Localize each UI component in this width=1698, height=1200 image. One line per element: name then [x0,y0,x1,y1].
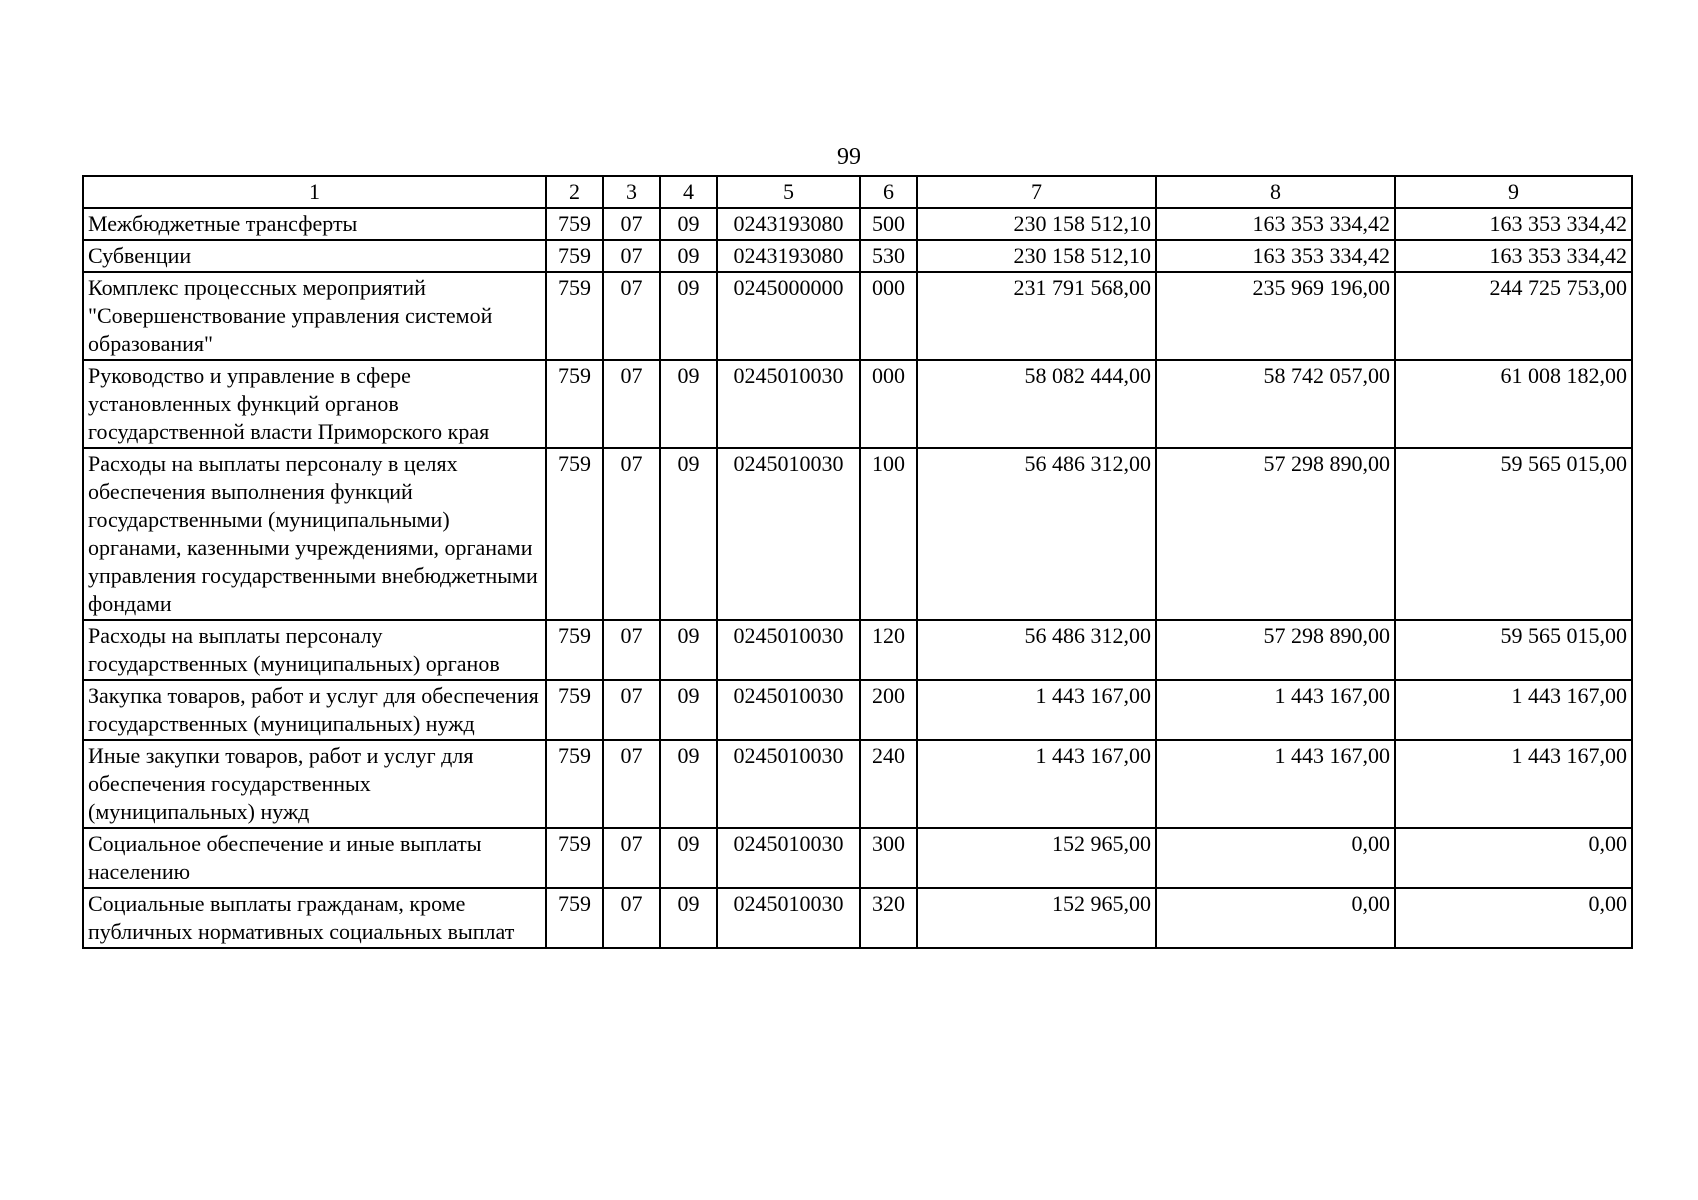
header-row [83,176,1632,208]
page-number: 99 [837,144,861,170]
section-code: 07 [603,888,660,948]
amount-col9: 163 353 334,42 [1395,240,1632,272]
amount-col8: 1 443 167,00 [1156,740,1395,828]
column-header-9: 9 [1395,176,1632,208]
amount-col7: 1 443 167,00 [917,680,1156,740]
target-article-code: 0245010030 [717,888,860,948]
table-row [83,888,1632,948]
row-name: Закупка товаров, работ и услуг для обеспечения государственных (муниципальных) нужд [83,680,546,740]
amount-col7: 56 486 312,00 [917,448,1156,620]
subsection-code: 09 [660,680,717,740]
target-article-code: 0245010030 [717,740,860,828]
expense-type-code: 300 [860,828,917,888]
amount-col7: 230 158 512,10 [917,208,1156,240]
target-article-code: 0243193080 [717,240,860,272]
section-code: 07 [603,620,660,680]
admin-code: 759 [546,740,603,828]
table-row [83,680,1632,740]
section-code: 07 [603,272,660,360]
table-row [83,272,1632,360]
column-header-4: 4 [660,176,717,208]
amount-col8: 163 353 334,42 [1156,208,1395,240]
table-row [83,740,1632,828]
amount-col9: 163 353 334,42 [1395,208,1632,240]
amount-col7: 231 791 568,00 [917,272,1156,360]
row-name: Социальные выплаты гражданам, кроме публичных нормативных социальных выплат [83,888,546,948]
target-article-code: 0245010030 [717,448,860,620]
table-row [83,208,1632,240]
row-name: Расходы на выплаты персоналу государственных (муниципальных) органов [83,620,546,680]
subsection-code: 09 [660,360,717,448]
admin-code: 759 [546,448,603,620]
expense-type-code: 100 [860,448,917,620]
subsection-code: 09 [660,240,717,272]
amount-col8: 57 298 890,00 [1156,620,1395,680]
expense-type-code: 240 [860,740,917,828]
amount-col8: 0,00 [1156,888,1395,948]
column-header-2: 2 [546,176,603,208]
amount-col8: 1 443 167,00 [1156,680,1395,740]
admin-code: 759 [546,620,603,680]
section-code: 07 [603,680,660,740]
subsection-code: 09 [660,208,717,240]
amount-col9: 1 443 167,00 [1395,740,1632,828]
amount-col8: 57 298 890,00 [1156,448,1395,620]
column-header-1: 1 [83,176,546,208]
column-header-7: 7 [917,176,1156,208]
table-row [83,448,1632,620]
amount-col9: 244 725 753,00 [1395,272,1632,360]
row-name: Комплекс процессных мероприятий "Совершенствование управления системой образования" [83,272,546,360]
expense-type-code: 320 [860,888,917,948]
budget-table [82,175,1633,949]
admin-code: 759 [546,888,603,948]
row-name: Субвенции [83,240,546,272]
amount-col9: 61 008 182,00 [1395,360,1632,448]
row-name: Расходы на выплаты персоналу в целях обеспечения выполнения функций государственными (муниципальными) органами, казенными учреждениями, органами управления государственными внебюджетными фондами [83,448,546,620]
admin-code: 759 [546,680,603,740]
target-article-code: 0245000000 [717,272,860,360]
section-code: 07 [603,360,660,448]
row-name: Межбюджетные трансферты [83,208,546,240]
section-code: 07 [603,240,660,272]
amount-col7: 58 082 444,00 [917,360,1156,448]
target-article-code: 0245010030 [717,360,860,448]
target-article-code: 0243193080 [717,208,860,240]
table-row [83,360,1632,448]
expense-type-code: 500 [860,208,917,240]
expense-type-code: 530 [860,240,917,272]
section-code: 07 [603,448,660,620]
row-name: Иные закупки товаров, работ и услуг для обеспечения государственных (муниципальных) нужд [83,740,546,828]
expense-type-code: 000 [860,272,917,360]
amount-col7: 152 965,00 [917,828,1156,888]
subsection-code: 09 [660,828,717,888]
amount-col8: 235 969 196,00 [1156,272,1395,360]
amount-col7: 1 443 167,00 [917,740,1156,828]
column-header-5: 5 [717,176,860,208]
amount-col7: 152 965,00 [917,888,1156,948]
table-row [83,240,1632,272]
amount-col9: 1 443 167,00 [1395,680,1632,740]
table-row [83,828,1632,888]
expense-type-code: 000 [860,360,917,448]
amount-col8: 163 353 334,42 [1156,240,1395,272]
target-article-code: 0245010030 [717,680,860,740]
admin-code: 759 [546,272,603,360]
section-code: 07 [603,208,660,240]
subsection-code: 09 [660,888,717,948]
amount-col8: 58 742 057,00 [1156,360,1395,448]
column-header-6: 6 [860,176,917,208]
amount-col9: 0,00 [1395,828,1632,888]
admin-code: 759 [546,208,603,240]
amount-col8: 0,00 [1156,828,1395,888]
admin-code: 759 [546,828,603,888]
admin-code: 759 [546,360,603,448]
amount-col7: 230 158 512,10 [917,240,1156,272]
row-name: Руководство и управление в сфере установленных функций органов государственной власти Приморского края [83,360,546,448]
amount-col9: 59 565 015,00 [1395,620,1632,680]
amount-col9: 59 565 015,00 [1395,448,1632,620]
column-header-3: 3 [603,176,660,208]
expense-type-code: 200 [860,680,917,740]
target-article-code: 0245010030 [717,620,860,680]
expense-type-code: 120 [860,620,917,680]
table-row [83,620,1632,680]
subsection-code: 09 [660,620,717,680]
subsection-code: 09 [660,272,717,360]
row-name: Социальное обеспечение и иные выплаты населению [83,828,546,888]
amount-col7: 56 486 312,00 [917,620,1156,680]
admin-code: 759 [546,240,603,272]
target-article-code: 0245010030 [717,828,860,888]
subsection-code: 09 [660,740,717,828]
amount-col9: 0,00 [1395,888,1632,948]
section-code: 07 [603,828,660,888]
column-header-8: 8 [1156,176,1395,208]
subsection-code: 09 [660,448,717,620]
section-code: 07 [603,740,660,828]
